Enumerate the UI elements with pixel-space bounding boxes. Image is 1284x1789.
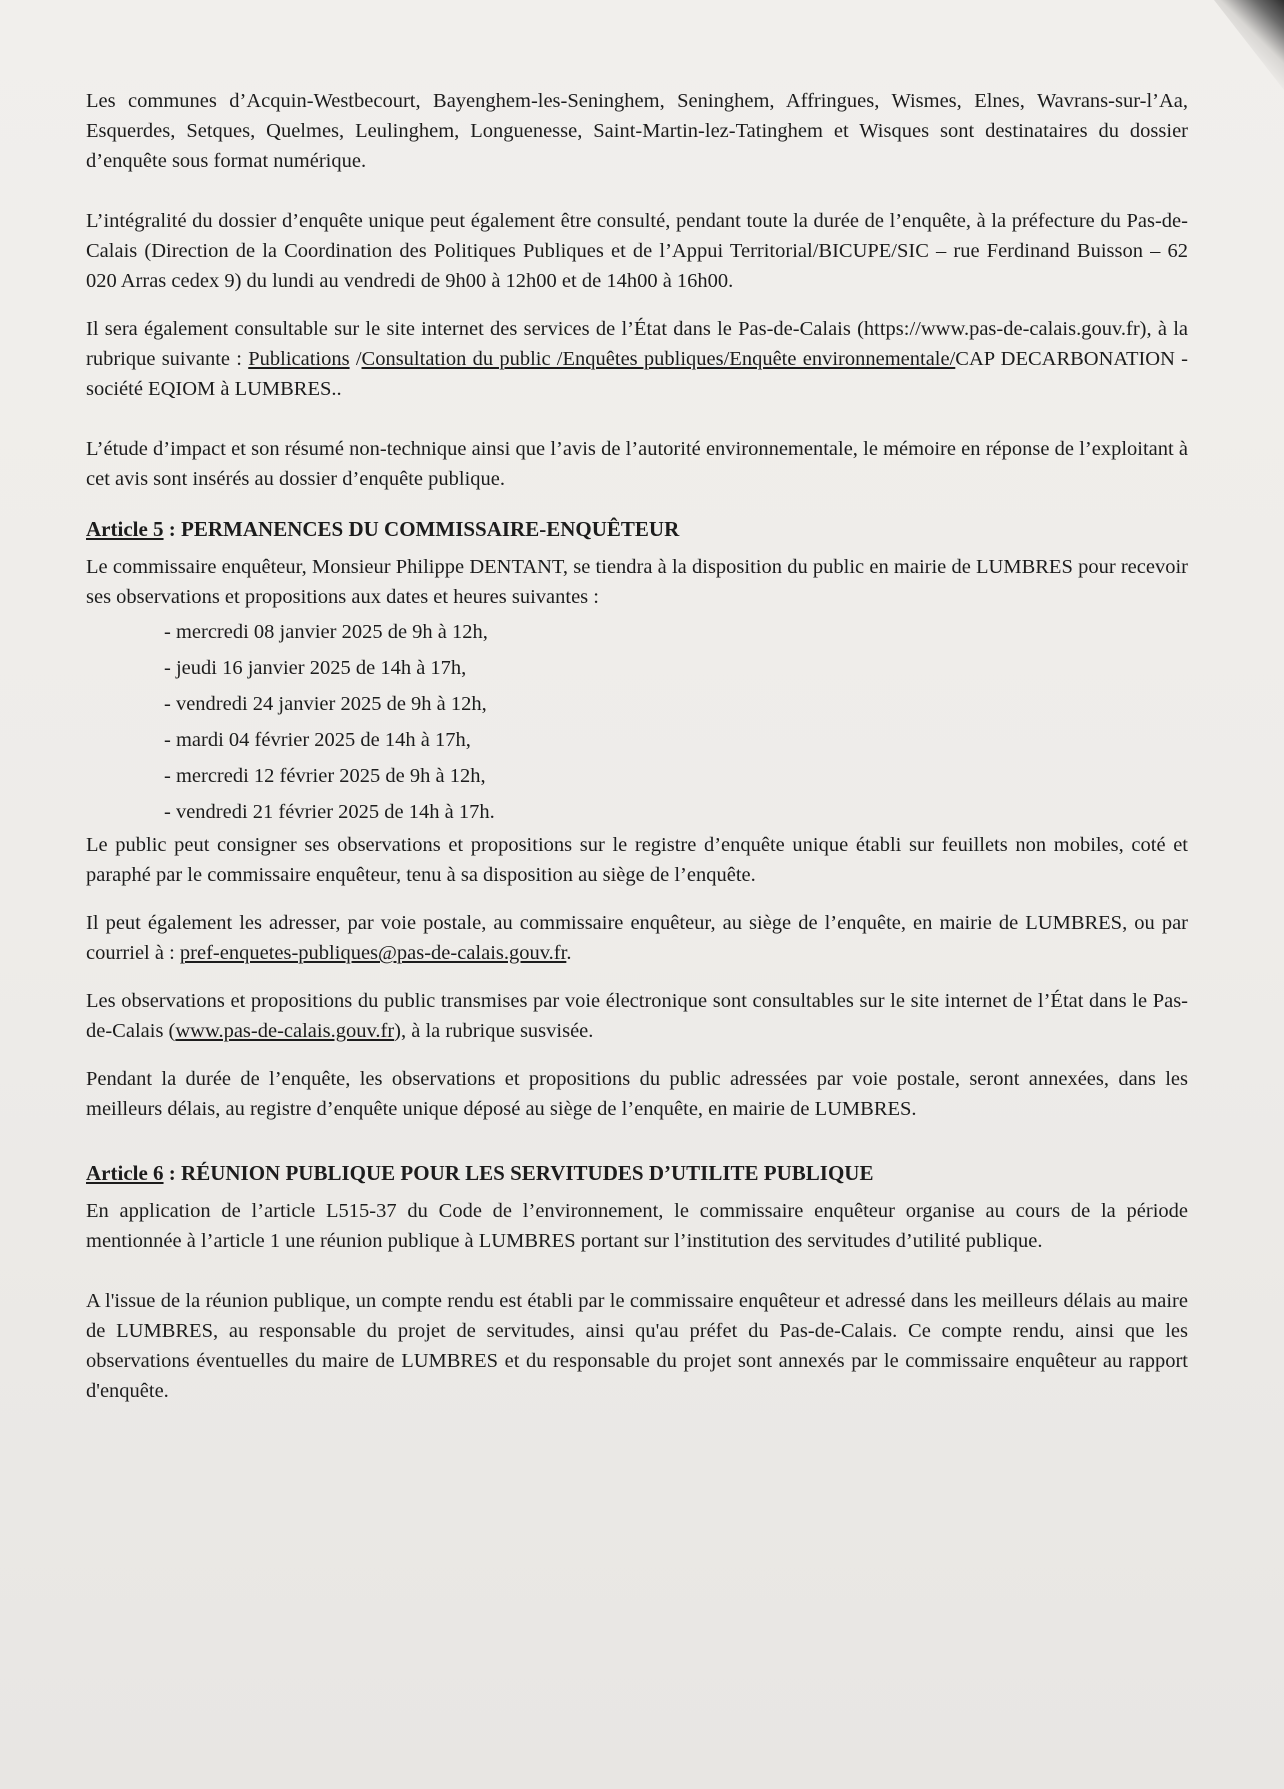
schedule-item: - mercredi 12 février 2025 de 9h à 12h, [164,765,486,787]
meeting-report-paragraph: A l'issue de la réunion publique, un compte rendu est établi par le commissaire enquêteur et adressé dans les meilleurs délais au maire de LUMBRES, au responsable du projet de servitudes, ainsi qu'au préfet du Pas-de-Calais. Ce compte rendu, ainsi que les observations éventuelles du maire de LUMBRES et du responsable du projet sont annexés par le commissaire enquêteur au rapport d'enquête. [86,1290,1188,1402]
article-6-number: Article 6 [86,1161,164,1185]
electronic-text-start: Les observations et propositions du public transmises par voie électronique sont consultables sur le site internet de l’État dans le Pas-de-Calais ( [86,990,1188,1042]
website-link[interactable]: www.pas-de-calais.gouv.fr [175,1020,395,1042]
article-5-number: Article 5 [86,517,164,541]
consultation-prefecture-paragraph: L’intégralité du dossier d’enquête unique peut également être consulté, pendant toute la durée de l’enquête, à la préfecture du Pas-de-Calais (Direction de la Coordination des Politiques Publiques et de l’Appui Territorial/BICUPE/SIC – rue Ferdinand Buisson – 62 020 Arras cedex 9) du lundi au vendredi de 9h00 à 12h00 et de 14h00 à 16h00. [86,210,1188,292]
article-6-heading [86,1158,1188,1188]
electronic-text-end: ), à la rubrique susvisée. [394,1020,594,1042]
schedule-item: - mercredi 08 janvier 2025 de 9h à 12h, [164,621,488,643]
link-separator: / [349,348,362,370]
website-text-start: Il sera également consultable sur le site internet des services de l’État dans le Pas-de-Calais (https://www.pas-de-calais.gouv.fr), à la rubrique suivante : [86,318,1188,370]
website-text-end: CAP DECARBONATION - société EQIOM à LUMBRES.. [86,348,1188,400]
email-link[interactable]: pref-enquetes-publiques@pas-de-calais.gouv.fr [179,942,567,964]
public-meeting-paragraph: En application de l’article L515-37 du Code de l’environnement, le commissaire enquêteur organise au cours de la période mentionnée à l’article 1 une réunion publique à LUMBRES portant sur l’institution des servitudes d’utilité publique. [86,1200,1188,1252]
schedule-item: - vendredi 21 février 2025 de 14h à 17h. [164,801,495,823]
postal-text-end: . [566,942,572,964]
commissioner-paragraph: Le commissaire enquêteur, Monsieur Philippe DENTANT, se tiendra à la disposition du public en mairie de LUMBRES pour recevoir ses observations et propositions aux dates et heures suivantes : [86,556,1188,608]
postal-email-paragraph [86,908,1188,968]
article-5-heading [86,514,1188,544]
communes-paragraph: Les communes d’Acquin-Westbecourt, Bayenghem-les-Seninghem, Seninghem, Affringues, Wismes, Elnes, Wavrans-sur-l’Aa, Esquerdes, Setques, Quelmes, Leulinghem, Longuenesse, Saint-Martin-lez-Tatinghem et Wisques sont destinataires du dossier d’enquête sous format numérique. [86,90,1188,172]
schedule-item: - jeudi 16 janvier 2025 de 14h à 17h, [164,657,467,679]
publications-link[interactable]: Publications [248,348,350,370]
postal-text-start: Il peut également les adresser, par voie postale, au commissaire enquêteur, au siège de l’enquête, en mairie de LUMBRES, ou par courriel à : [86,912,1188,964]
article-5-title: : PERMANENCES DU COMMISSAIRE-ENQUÊTEUR [163,517,680,541]
electronic-observations-paragraph [86,986,1188,1046]
website-paragraph [86,314,1188,404]
registry-paragraph: Le public peut consigner ses observations et propositions sur le registre d’enquête unique établi sur feuillets non mobiles, coté et paraphé par le commissaire enquêteur, tenu à sa disposition au siège de l’enquête. [86,834,1188,886]
consultation-link[interactable]: Consultation du public /Enquêtes publiques/Enquête environnementale/ [361,348,956,370]
document-body [86,86,1188,1406]
schedule-item: - vendredi 24 janvier 2025 de 9h à 12h, [164,693,487,715]
postal-annex-paragraph: Pendant la durée de l’enquête, les observations et propositions du public adressées par voie postale, seront annexées, dans les meilleurs délais, au registre d’enquête unique déposé au siège de l’enquête, en mairie de LUMBRES. [86,1068,1188,1120]
permanence-schedule [164,614,1188,830]
schedule-item: - mardi 04 février 2025 de 14h à 17h, [164,729,471,751]
page-corner-fold [1214,0,1284,90]
article-6-title: : RÉUNION PUBLIQUE POUR LES SERVITUDES D’UTILITE PUBLIQUE [163,1161,874,1185]
impact-study-paragraph: L’étude d’impact et son résumé non-technique ainsi que l’avis de l’autorité environnementale, le mémoire en réponse de l’exploitant à cet avis sont insérés au dossier d’enquête publique. [86,438,1188,490]
